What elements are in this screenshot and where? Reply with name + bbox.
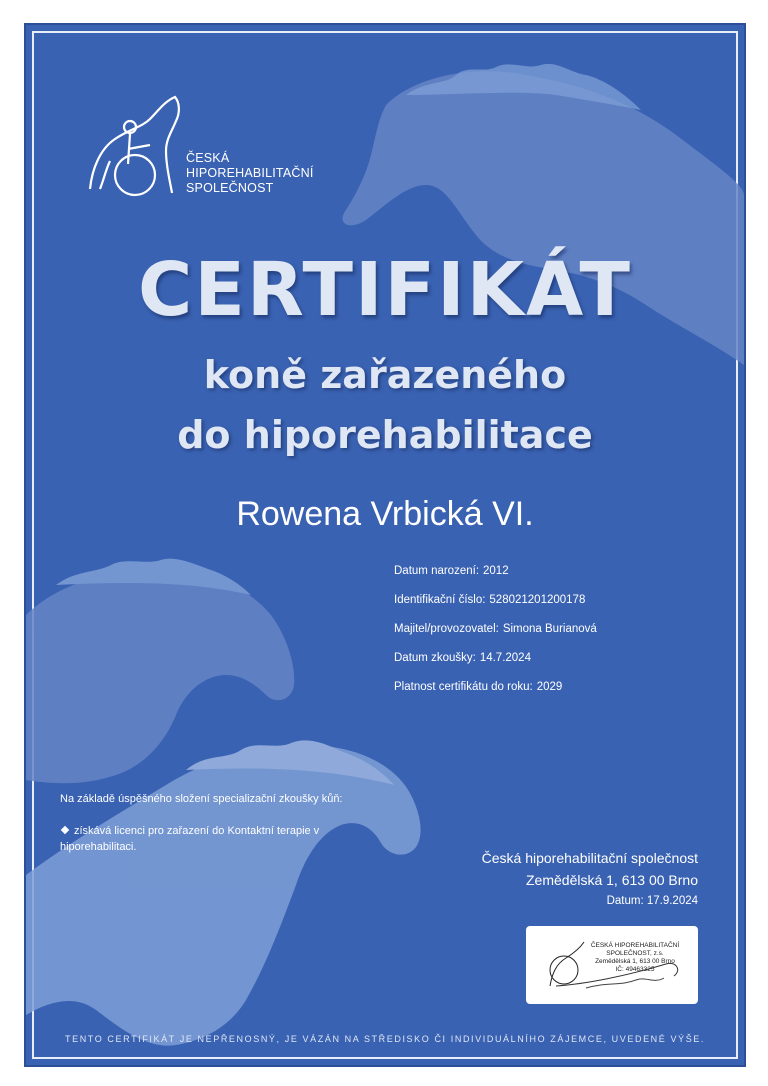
subtitle-line-1: koně zařazeného	[203, 353, 567, 397]
detail-label: Datum narození:	[394, 565, 480, 577]
detail-value: 2012	[483, 565, 509, 577]
detail-label: Identifikační číslo:	[394, 594, 486, 606]
detail-label: Majitel/provozovatel:	[394, 623, 499, 635]
detail-value: Simona Burianová	[502, 623, 597, 635]
certificate-page	[26, 25, 744, 1065]
logo-line-2: HIPOREHABILITAČNÍ	[186, 166, 314, 180]
organization-address: Zemědělská 1, 613 00 Brno	[526, 872, 698, 888]
logo-line-3: SPOLEČNOST	[186, 181, 274, 195]
horse-bottom	[26, 740, 421, 1045]
organization-block	[482, 847, 698, 911]
detail-value: 528021201200178	[489, 594, 586, 606]
details-list	[394, 565, 597, 710]
stamp-line-1: ČESKÁ HIPOREHABILITAČNÍ	[590, 942, 680, 949]
detail-birth-date	[394, 565, 597, 594]
bullet-item	[60, 823, 360, 855]
footer-note: TENTO CERTIFIKÁT JE NEPŘENOSNÝ, JE VÁZÁN NA STŘEDISKO ČI INDIVIDUÁLNÍHO ZÁJEMCE, UVEDENÉ VÝŠE.	[65, 1034, 705, 1044]
detail-owner	[394, 623, 597, 652]
stamp-text	[584, 942, 686, 974]
detail-id-number	[394, 594, 597, 623]
certificate-title: CERTIFIKÁT	[138, 247, 632, 333]
stamp-line-4: IČ: 49463325	[615, 966, 655, 973]
logo-line-1: ČESKÁ	[186, 151, 230, 165]
stamp-signature-box	[526, 926, 698, 1004]
issue-date: Datum: 17.9.2024	[606, 895, 698, 907]
detail-exam-date	[394, 652, 597, 681]
horse-name: Rowena Vrbická VI.	[236, 495, 534, 533]
subtitle-line-2: do hiporehabilitace	[177, 413, 593, 457]
bullet-text: získává licenci pro zařazení do Kontaktní terapie v hiporehabilitaci.	[60, 825, 320, 853]
detail-label: Datum zkoušky:	[394, 652, 476, 664]
organization-name: Česká hiporehabilitační společnost	[481, 850, 698, 866]
logo-text	[186, 151, 314, 196]
stamp-line-2: SPOLEČNOST, z.s.	[606, 950, 664, 957]
detail-value: 14.7.2024	[479, 652, 531, 664]
stamp-line-3: Zemědělská 1, 613 00 Brno	[595, 958, 675, 965]
basis-text: Na základě úspěšného složení specializační zkoušky kůň:	[60, 793, 343, 805]
detail-validity	[394, 681, 597, 710]
diamond-bullet-icon	[61, 826, 69, 834]
detail-label: Platnost certifikátu do roku:	[394, 681, 533, 693]
detail-value: 2029	[536, 681, 563, 693]
logo-horse-rider-icon	[80, 89, 200, 209]
